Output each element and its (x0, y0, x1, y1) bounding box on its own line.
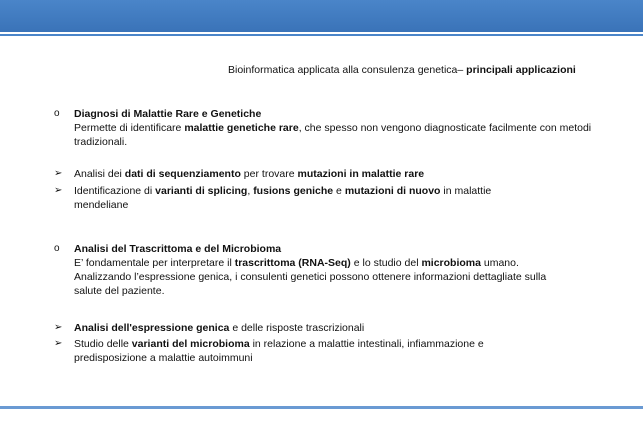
arrow-bullet-icon: ➢ (54, 322, 63, 333)
section-description: Permette di identificare malattie genetiche rare, che spesso non vengono diagnosticate facilmente con metodi tradizionali. (74, 122, 592, 148)
arrow-bullet-icon: ➢ (54, 338, 63, 349)
header-bar (0, 0, 643, 32)
list-item: ➢ Identificazione di varianti di splicing, fusions geniche e mutazioni di nuovo in malattie mendeliane (54, 185, 492, 211)
list-transcriptome (54, 321, 594, 365)
bullet-circle-icon: o (54, 243, 60, 254)
page-subtitle (228, 64, 638, 76)
arrow-bullet-icon: ➢ (54, 185, 63, 196)
list-item: ➢ Analisi dei dati di sequenziamento per trovare mutazioni in malattie rare (54, 168, 425, 180)
subtitle-text: Bioinformatica applicata alla consulenza genetica– (228, 64, 467, 76)
bullet-circle-icon: o (54, 108, 60, 119)
subtitle-bold: principali applicazioni (466, 64, 576, 76)
arrow-bullet-icon: ➢ (54, 168, 63, 179)
section-rare-diseases (54, 107, 594, 149)
footer-divider (0, 406, 643, 409)
list-item: ➢ Studio delle varianti del microbioma in relazione a malattie intestinali, infiammazione e predisposizione a malattie autoimmuni (54, 338, 484, 364)
section-title: Analisi del Trascrittoma e del Microbioma (74, 243, 282, 255)
header-divider (0, 34, 643, 36)
section-description: E’ fondamentale per interpretare il trascrittoma (RNA-Seq) e lo studio del microbioma umano. Analizzando l’espressione genica, i consulenti genetici possono ottenere informazioni dettagliate sulla salute del paziente. (74, 257, 547, 297)
section-transcriptome (54, 242, 574, 298)
list-item: ➢ Analisi dell'espressione genica e delle risposte trascrizionali (54, 322, 365, 334)
list-rare-diseases (54, 167, 594, 212)
section-title: Diagnosi di Malattie Rare e Genetiche (74, 108, 262, 120)
